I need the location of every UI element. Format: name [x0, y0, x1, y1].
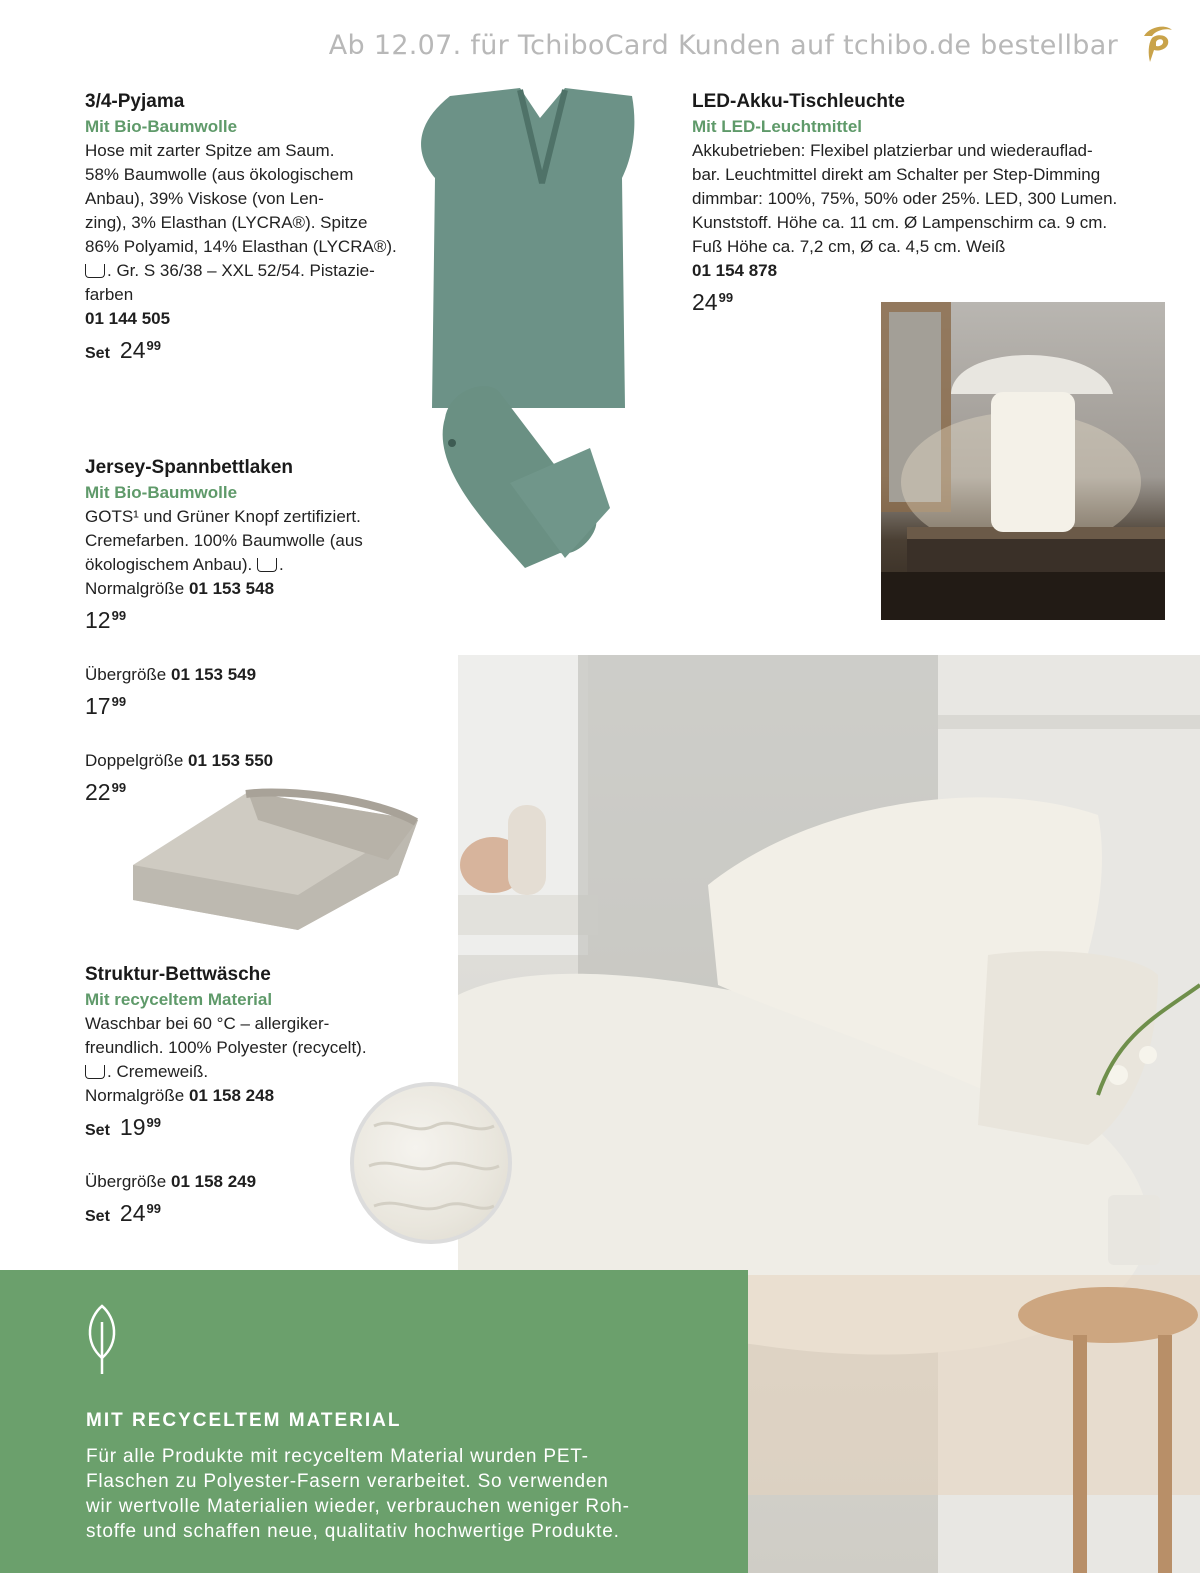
price-main: 19	[119, 1114, 146, 1140]
variant-article-number: 01 158 249	[171, 1172, 257, 1191]
price-cents: 99	[718, 290, 734, 305]
price-main: 24	[119, 337, 146, 363]
sheet-subtitle: Mit Bio-Baumwolle	[85, 483, 238, 502]
lamp-title: LED-Akku-Tischleuchte	[692, 91, 905, 112]
leaf-icon	[82, 1302, 122, 1376]
lamp-subtitle: Mit LED-Leuchtmittel	[692, 117, 862, 136]
bedding-title: Struktur-Bettwäsche	[85, 964, 271, 985]
sheet-variant	[85, 663, 425, 723]
recycling-panel	[0, 1270, 748, 1573]
recycling-heading: MIT RECYCELTEM MATERIAL	[86, 1410, 402, 1431]
lamp-block	[692, 89, 1162, 319]
price-cents: 99	[111, 608, 127, 623]
tchibo-logo-icon	[1136, 22, 1178, 64]
price-main: 22	[85, 779, 111, 805]
lamp-description: Akkubetrieben: Flexibel platzierbar und wiederauflad- bar. Leuchtmittel direkt am Schalter per Step-Dimming dimmbar: 100%, 75%, 50% oder 25%. LED, 300 Lumen. Kunststoff. Höhe ca. 11 cm. Ø Lampenschirm ca. 9 cm. Fuß Höhe ca. 7,2 cm, Ø ca. 4,5 cm. Weiß	[692, 141, 1118, 256]
variant-article-number: 01 153 550	[188, 751, 274, 770]
variant-label: Normalgröße	[85, 1086, 185, 1105]
wash-symbol-icon	[85, 1065, 105, 1079]
sheet-title: Jersey-Spannbettlaken	[85, 457, 294, 478]
price-cents: 99	[146, 1201, 161, 1216]
sheet-variant	[85, 577, 425, 637]
price-cents: 99	[111, 694, 127, 709]
price-cents: 99	[146, 1115, 161, 1130]
price-cents: 99	[146, 338, 161, 353]
variant-article-number: 01 158 248	[188, 1086, 275, 1105]
wash-symbol-icon	[85, 264, 105, 278]
recycling-text: Für alle Produkte mit recyceltem Material wurden PET- Flaschen zu Polyester-Fasern verarbeitet. So verwenden wir wertvolle Materialien wieder, verbrauchen weniger Roh- stoffe und schaffen neue, qualitativ hochwertige Produkte.	[86, 1446, 630, 1542]
price-cents: 99	[111, 780, 127, 795]
price-set-label: Set	[85, 345, 110, 362]
price-main: 12	[85, 607, 111, 633]
variant-price	[85, 693, 425, 723]
pyjama-price	[85, 337, 405, 367]
variant-label: Normalgröße	[85, 579, 185, 598]
wash-symbol-icon	[257, 558, 277, 572]
sheet-description-end: .	[279, 555, 284, 574]
sheet-block	[85, 455, 425, 809]
pyjama-title: 3/4-Pyjama	[85, 91, 185, 112]
availability-note: Ab 12.07. für TchiboCard Kunden auf tchibo.de bestellbar	[328, 30, 1118, 61]
pyjama-block	[85, 89, 405, 367]
bedding-description-color: . Cremeweiß.	[107, 1062, 209, 1081]
variant-price	[85, 607, 425, 637]
price-main: 24	[692, 289, 718, 315]
variant-article-number: 01 153 548	[188, 579, 275, 598]
fitted-sheet-image	[128, 780, 423, 940]
variant-label: Doppelgröße	[85, 751, 184, 770]
price-set-label: Set	[85, 1208, 110, 1225]
variant-article-number: 01 153 549	[171, 665, 257, 684]
pyjama-article-number: 01 144 505	[85, 309, 171, 328]
lamp-article-number: 01 154 878	[692, 261, 778, 280]
variant-label: Übergröße	[85, 1172, 167, 1191]
bedding-description: Waschbar bei 60 °C – allergiker- freundlich. 100% Polyester (recycelt).	[85, 1014, 367, 1057]
price-main: 17	[85, 693, 111, 719]
pyjama-description: Hose mit zarter Spitze am Saum. 58% Baumwolle (aus ökologischem Anbau), 39% Viskose (von Len- zing), 3% Elasthan (LYCRA®). Spitze 86% Polyamid, 14% Elasthan (LYCRA®).	[85, 141, 397, 256]
fabric-detail-image	[350, 1082, 512, 1244]
price-main: 24	[119, 1200, 146, 1226]
bedding-subtitle: Mit recyceltem Material	[85, 990, 273, 1009]
lamp-image	[881, 302, 1165, 620]
price-set-label: Set	[85, 1122, 110, 1139]
pyjama-subtitle: Mit Bio-Baumwolle	[85, 117, 238, 136]
sheet-description: GOTS¹ und Grüner Knopf zertifiziert. Cremefarben. 100% Baumwolle (aus ökologischem Anbau).	[85, 507, 363, 574]
pyjama-description-size: . Gr. S 36/38 – XXL 52/54. Pistazie- farben	[85, 261, 375, 304]
variant-label: Übergröße	[85, 665, 167, 684]
